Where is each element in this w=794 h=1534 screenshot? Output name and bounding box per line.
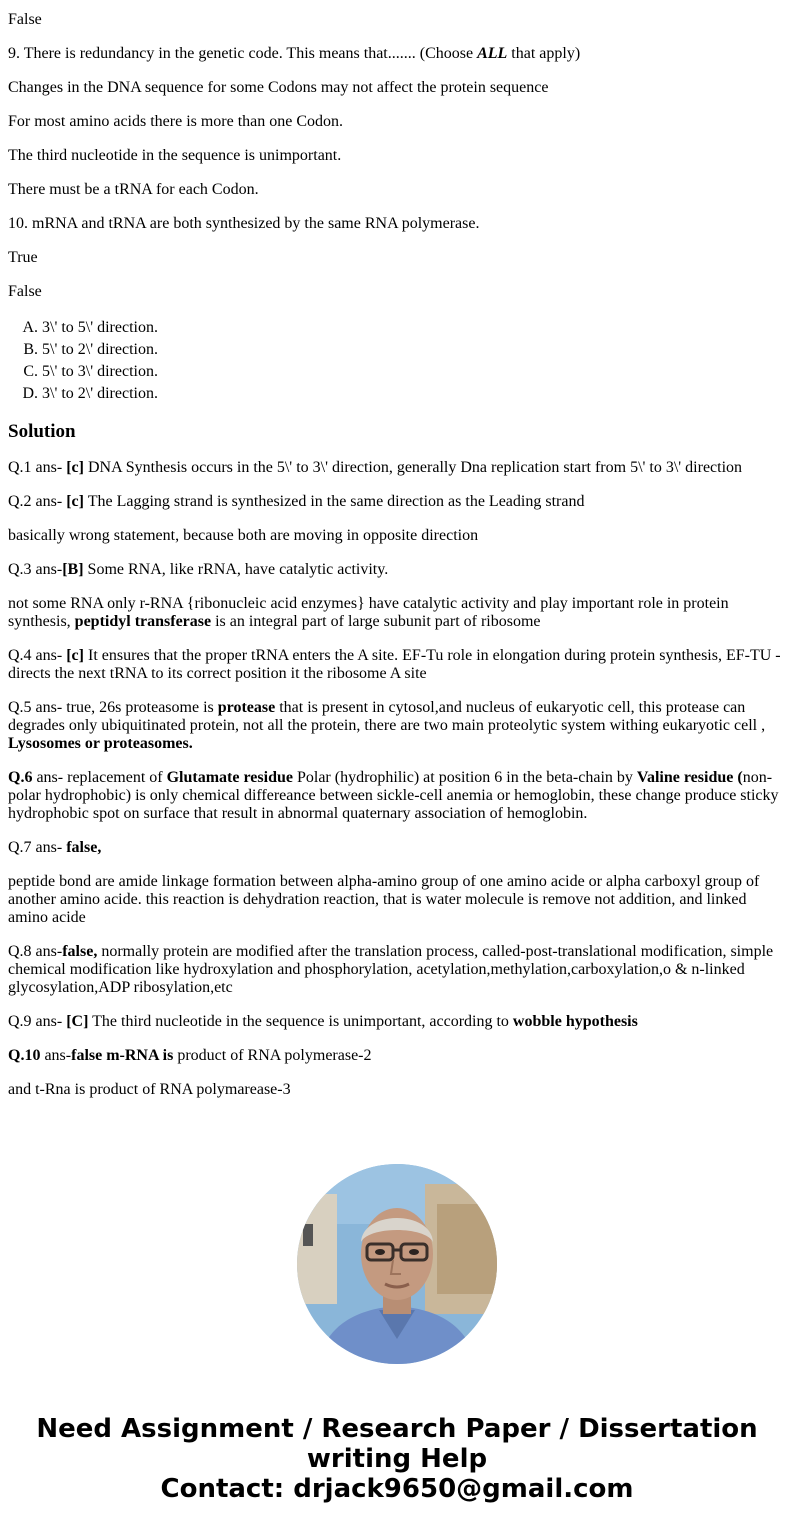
answer-q1: Q.1 ans- [c] DNA Synthesis occurs in the 5\' to 3\' direction, generally Dna replication start from 5\' to 3\' direction	[8, 459, 743, 476]
solution-heading: Solution	[8, 421, 76, 442]
q9-prompt: 9. There is redundancy in the genetic code. This means that....... (Choose ALL that apply)	[8, 45, 581, 62]
q9-option: Changes in the DNA sequence for some Codons may not affect the protein sequence	[8, 79, 549, 96]
answer-q3-note: not some RNA only r-RNA {ribonucleic acid enzymes} have catalytic activity and play important role in protein synthesis, peptidyl transferase is an integral part of large subunit part of ribosome	[8, 595, 729, 630]
choice-item: B. 5\' to 2\' direction.	[42, 339, 786, 361]
answer-q10: Q.10 ans-false m-RNA is product of RNA polymerase-2	[8, 1047, 372, 1064]
choice-item: A. 3\' to 5\' direction.	[42, 317, 786, 339]
choice-item: C. 5\' to 3\' direction.	[42, 361, 786, 383]
q9-option: There must be a tRNA for each Codon.	[8, 181, 259, 198]
document-body	[0, 11, 794, 1099]
promo-line-2: writing Help	[306, 1444, 488, 1474]
answer-q2-note: basically wrong statement, because both are moving in opposite direction	[8, 527, 479, 544]
q8-option-false: False	[8, 11, 42, 28]
answer-q9: Q.9 ans- [C] The third nucleotide in the sequence is unimportant, according to wobble hypothesis	[8, 1013, 638, 1030]
promo-banner	[0, 1414, 794, 1504]
answer-q7-note: peptide bond are amide linkage formation between alpha-amino group of one amino acide or alpha carboxyl group of another amino acide. this reaction is dehydration reaction, that is water molecule is remove not addition, and linked amino acide	[8, 873, 760, 926]
answer-q8: Q.8 ans-false, normally protein are modified after the translation process, called-post-translational modification, simple chemical modification like hydroxylation and phosphorylation, acetylation,methylation,carboxylation,o & n-linked glycosylation,ADP ribosylation,etc	[8, 943, 774, 996]
answer-q3: Q.3 ans-[B] Some RNA, like rRNA, have catalytic activity.	[8, 561, 389, 578]
q10-prompt: 10. mRNA and tRNA are both synthesized by the same RNA polymerase.	[8, 215, 480, 232]
answer-q4: Q.4 ans- [c] It ensures that the proper tRNA enters the A site. EF-Tu role in elongation during protein synthesis, EF-TU -directs the next tRNA to its correct position it the ribosome A site	[8, 647, 781, 682]
answer-q6: Q.6 ans- replacement of Glutamate residue Polar (hydrophilic) at position 6 in the beta-chain by Valine residue (non-polar hydrophobic) is only chemical differeance between sickle-cell anemia or hemoglobin, these change produce sticky hydrophobic spot on surface that result in abnormal quaternary association of hemoglobin.	[8, 769, 779, 822]
avatar-portrait-image	[297, 1164, 497, 1364]
q10-option-false: False	[8, 283, 42, 300]
q9-option: The third nucleotide in the sequence is unimportant.	[8, 147, 342, 164]
q10-option-true: True	[8, 249, 38, 266]
answer-q2: Q.2 ans- [c] The Lagging strand is synthesized in the same direction as the Leading strand	[8, 493, 585, 510]
choice-item: D. 3\' to 2\' direction.	[42, 383, 786, 405]
answer-q10-note: and t-Rna is product of RNA polymarease-3	[8, 1081, 291, 1098]
answer-q7: Q.7 ans- false,	[8, 839, 102, 856]
lettered-choice-list	[8, 317, 786, 405]
promo-contact: Contact: drjack9650@gmail.com	[160, 1474, 634, 1504]
promo-line-1: Need Assignment / Research Paper / Dissertation	[36, 1414, 758, 1444]
answer-q5: Q.5 ans- true, 26s proteasome is protease that is present in cytosol,and nucleus of eukaryotic cell, this protease can degrades only ubiquitinated protein, not all the protein, there are two main proteolytic system withing eukaryotic cell , Lysosomes or proteasomes.	[8, 699, 766, 752]
author-avatar	[297, 1164, 497, 1364]
q9-option: For most amino acids there is more than one Codon.	[8, 113, 344, 130]
